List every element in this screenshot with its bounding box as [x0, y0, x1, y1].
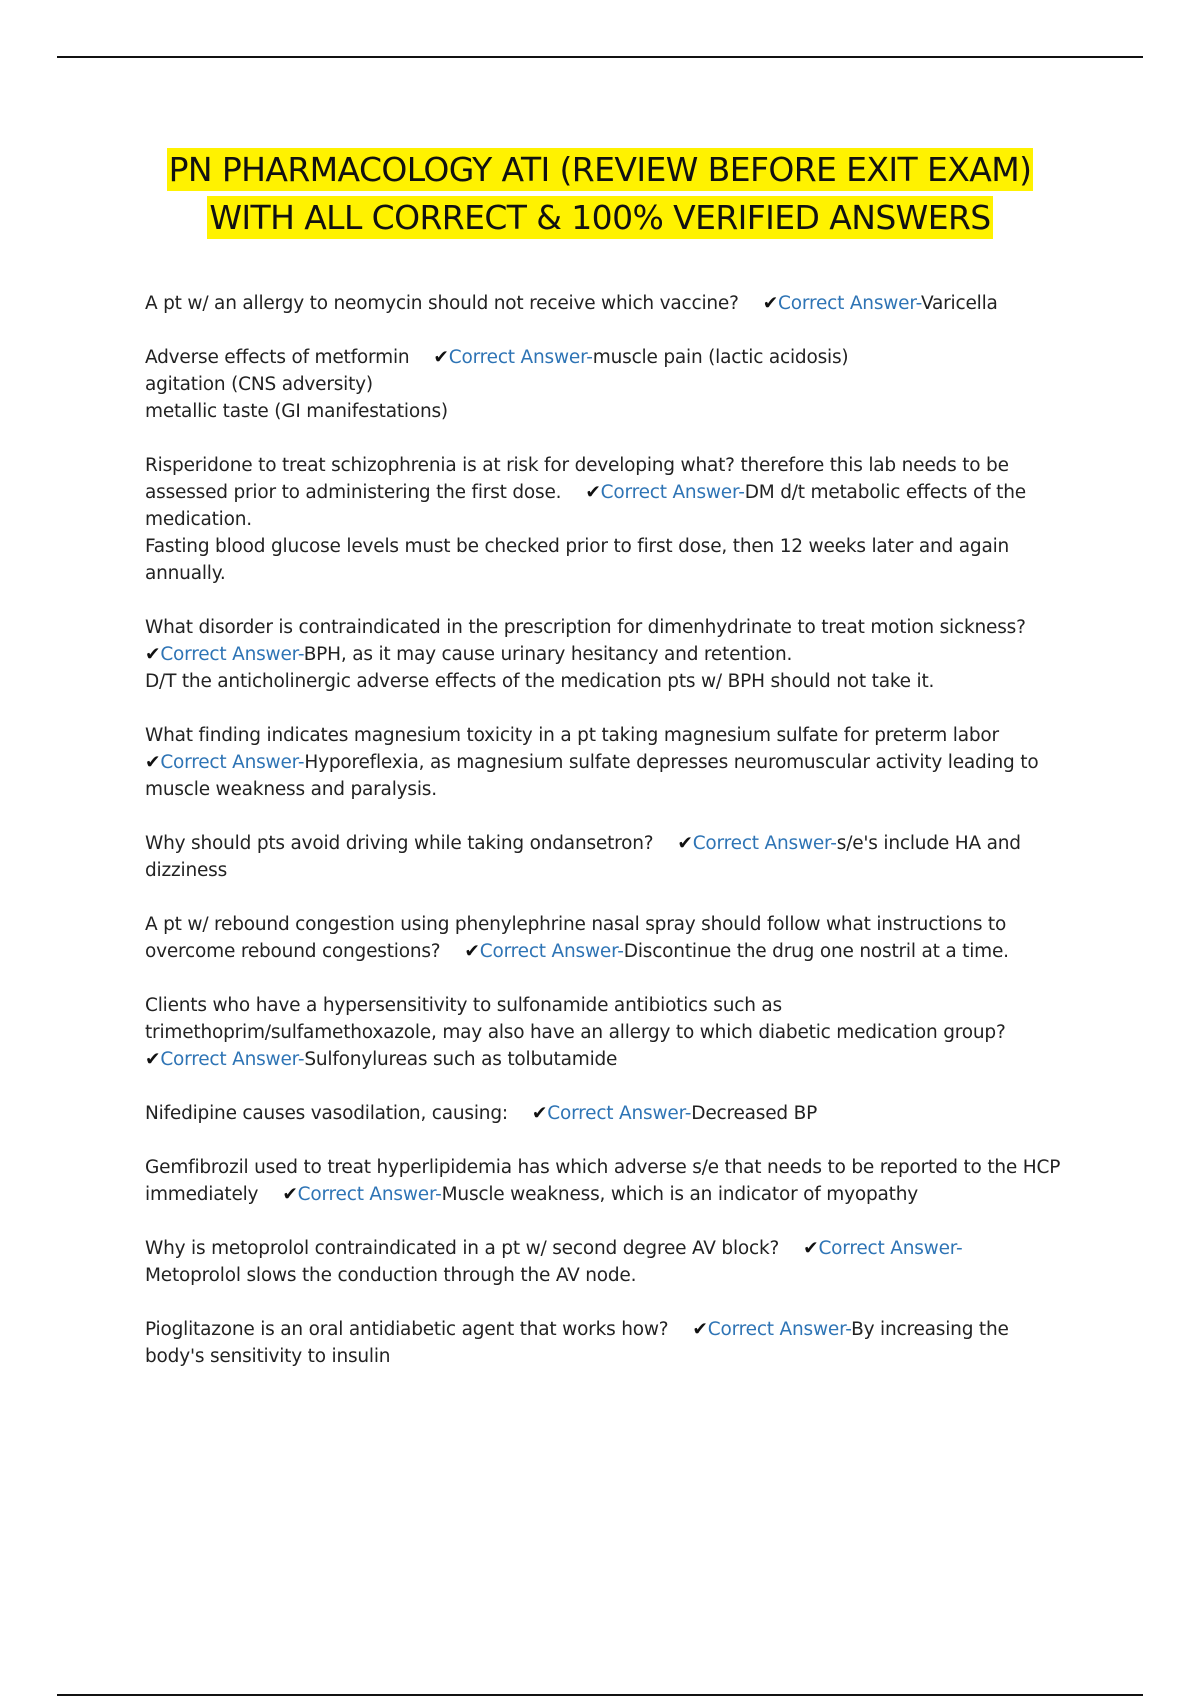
answer-text: muscle pain (lactic acidosis) — [592, 347, 849, 368]
question-text: Why is metoprolol contraindicated in a pt w/ second degree AV block? — [145, 1238, 780, 1259]
question-text: What finding indicates magnesium toxicity in a pt taking magnesium sulfate for preterm labor — [145, 725, 999, 746]
question-text: Adverse effects of metformin — [145, 347, 410, 368]
answer-text: s/e's include HA and — [836, 833, 1021, 854]
qa-item — [145, 992, 1075, 1073]
answer-extra: metallic taste (GI manifestations) — [145, 401, 448, 422]
answer-extra: annually. — [145, 563, 226, 584]
question-text: Nifedipine causes vasodilation, causing: — [145, 1103, 508, 1124]
answer-text: Decreased BP — [691, 1103, 818, 1124]
qa-item — [145, 1100, 1075, 1127]
correct-answer-label: Correct Answer- — [448, 347, 593, 368]
answer-text: medication. — [145, 509, 252, 530]
bottom-rule — [57, 1694, 1143, 1696]
answer-text: By increasing the — [851, 1319, 1009, 1340]
answer-extra: Fasting blood glucose levels must be checked prior to first dose, then 12 weeks later and again — [145, 536, 1010, 557]
answer-text: Metoprolol slows the conduction through the AV node. — [145, 1265, 637, 1286]
title-line-2: WITH ALL CORRECT & 100% VERIFIED ANSWERS — [209, 198, 991, 237]
answer-text: Discontinue the drug one nostril at a time. — [623, 941, 1009, 962]
question-text: Pioglitazone is an oral antidiabetic agent that works how? — [145, 1319, 669, 1340]
title-line-1: PN PHARMACOLOGY ATI (REVIEW BEFORE EXIT EXAM) — [168, 150, 1032, 189]
answer-text: DM d/t metabolic effects of the — [744, 482, 1026, 503]
question-text: What disorder is contraindicated in the prescription for dimenhydrinate to treat motion sickness? — [145, 617, 1026, 638]
correct-answer-label: Correct Answer- — [160, 1049, 305, 1070]
qa-item — [145, 722, 1075, 803]
qa-item — [145, 911, 1075, 965]
correct-answer-label: Correct Answer- — [547, 1103, 692, 1124]
qa-item — [145, 1235, 1075, 1289]
question-text: assessed prior to administering the first dose. — [145, 482, 562, 503]
answer-text: dizziness — [145, 860, 228, 881]
checkmark-icon: ✔ — [464, 941, 480, 962]
correct-answer-label: Correct Answer- — [600, 482, 745, 503]
checkmark-icon: ✔ — [677, 833, 693, 854]
checkmark-icon: ✔ — [145, 752, 161, 773]
correct-answer-label: Correct Answer- — [692, 833, 837, 854]
answer-text: muscle weakness and paralysis. — [145, 779, 437, 800]
checkmark-icon: ✔ — [531, 1103, 548, 1124]
answer-text: BPH, as it may cause urinary hesitancy and retention. — [303, 644, 793, 665]
checkmark-icon: ✔ — [803, 1238, 819, 1259]
checkmark-icon: ✔ — [585, 482, 601, 503]
correct-answer-label: Correct Answer- — [479, 941, 624, 962]
qa-item — [145, 452, 1075, 587]
correct-answer-label: Correct Answer- — [818, 1238, 963, 1259]
answer-text: Hyporeflexia, as magnesium sulfate depresses neuromuscular activity leading to — [304, 752, 1039, 773]
question-text: A pt w/ an allergy to neomycin should not receive which vaccine? — [145, 293, 739, 314]
answer-text: Sulfonylureas such as tolbutamide — [304, 1049, 618, 1070]
question-text: trimethoprim/sulfamethoxazole, may also have an allergy to which diabetic medication group? — [145, 1022, 1006, 1043]
qa-item — [145, 614, 1075, 695]
top-rule — [57, 56, 1143, 58]
qa-item — [145, 290, 1075, 317]
question-text: overcome rebound congestions? — [145, 941, 441, 962]
checkmark-icon: ✔ — [762, 293, 779, 314]
correct-answer-label: Correct Answer- — [160, 644, 304, 665]
qa-list — [145, 290, 1075, 1397]
checkmark-icon: ✔ — [282, 1184, 298, 1205]
correct-answer-label: Correct Answer- — [778, 293, 921, 314]
correct-answer-label: Correct Answer- — [160, 752, 305, 773]
question-text: Clients who have a hypersensitivity to sulfonamide antibiotics such as — [145, 995, 782, 1016]
qa-item — [145, 344, 1075, 425]
checkmark-icon: ✔ — [145, 644, 161, 665]
correct-answer-label: Correct Answer- — [297, 1184, 442, 1205]
question-text: immediately — [145, 1184, 259, 1205]
question-text: Why should pts avoid driving while taking ondansetron? — [145, 833, 654, 854]
correct-answer-label: Correct Answer- — [707, 1319, 852, 1340]
checkmark-icon: ✔ — [692, 1319, 708, 1340]
answer-text: body's sensitivity to insulin — [145, 1346, 391, 1367]
checkmark-icon: ✔ — [433, 347, 449, 368]
question-text: Risperidone to treat schizophrenia is at risk for developing what? therefore this lab needs to be — [145, 455, 1009, 476]
answer-text: Muscle weakness, which is an indicator of myopathy — [441, 1184, 918, 1205]
answer-text: Varicella — [920, 293, 998, 314]
question-text: Gemfibrozil used to treat hyperlipidemia has which adverse s/e that needs to be reported to the HCP — [145, 1157, 1061, 1178]
qa-item — [145, 1154, 1075, 1208]
question-text: A pt w/ rebound congestion using phenylephrine nasal spray should follow what instructions to — [145, 914, 1007, 935]
checkmark-icon: ✔ — [145, 1049, 161, 1070]
qa-item — [145, 830, 1075, 884]
answer-extra: D/T the anticholinergic adverse effects of the medication pts w/ BPH should not take it. — [145, 671, 935, 692]
qa-item — [145, 1316, 1075, 1370]
answer-extra: agitation (CNS adversity) — [145, 374, 373, 395]
document-title — [0, 146, 1200, 242]
